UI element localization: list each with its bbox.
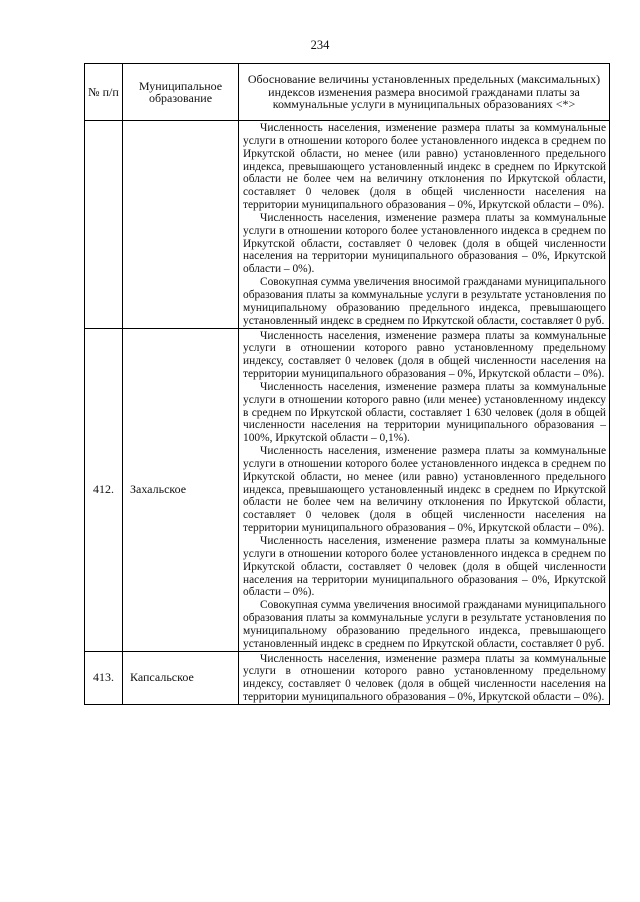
justification-paragraph: Совокупная сумма увеличения вносимой гражданами муниципального образования платы за коммунальные услуги в результате установления по муниципальному образованию предельного индекса, превышающего установленный индекс в среднем по Иркутской области, составляет 0 руб. [243,599,606,650]
page-number: 234 [310,38,330,52]
justification-cell [239,651,610,704]
table-row [85,651,610,704]
index-justification-table [84,63,610,705]
justification-cell [239,328,610,651]
municipality-name: Капсальское [123,651,239,704]
municipality-name [123,121,239,329]
justification-paragraph: Численность населения, изменение размера платы за коммунальные услуги в отношении которого равно установленному предельному индексу, составляет 0 человек (доля в общей численности населения на территории муниципального образования – 0%, Иркутской области – 0%). [243,329,606,381]
row-number: 412. [85,328,123,651]
row-number: 413. [85,651,123,704]
municipality-name: Захальское [123,328,239,651]
header-number: № п/п [85,64,123,121]
table-header [85,64,610,121]
header-municipality: Муниципальное образование [123,64,239,121]
justification-cell [239,121,610,329]
justification-paragraph: Численность населения, изменение размера платы за коммунальные услуги в отношении которого более установленного индекса в среднем по Иркутской области, но менее (или равно) установленного предельного индекса, превышающего установленный индекс в среднем по Иркутской области не более чем на величину отклонения по Иркутской области, составляет 0 человек (доля в общей численности населения на территории муниципального образования – 0%, Иркутской области – 0%). [243,445,606,535]
justification-paragraph: Численность населения, изменение размера платы за коммунальные услуги в отношении которого равно (или менее) установленному индексу в среднем по Иркутской области, составляет 1 630 человек (доля в общей численности населения на территории муниципального образования – 100%, Иркутской области – 0,1%). [243,380,606,445]
justification-paragraph: Численность населения, изменение размера платы за коммунальные услуги в отношении которого более установленного индекса в среднем по Иркутской области, но менее (или равно) установленного предельного индекса, превышающего установленный индекс в среднем по Иркутской области не более чем на величину отклонения по Иркутской области, составляет 0 человек (доля в общей численности населения на территории муниципального образования – 0%, Иркутской области – 0%). [243,122,606,212]
table-row [85,121,610,329]
justification-paragraph: Численность населения, изменение размера платы за коммунальные услуги в отношении которого равно установленному предельному индексу, составляет 0 человек (доля в общей численности населения на территории муниципального образования – 0%, Иркутской области – 0%). [243,652,606,704]
table-row [85,328,610,651]
justification-paragraph: Численность населения, изменение размера платы за коммунальные услуги в отношении которого более установленного индекса в среднем по Иркутской области, составляет 0 человек (доля в общей численности населения на территории муниципального образования – 0%, Иркутской области – 0%). [243,535,606,599]
justification-paragraph: Совокупная сумма увеличения вносимой гражданами муниципального образования платы за коммунальные услуги в результате установления по муниципальному образованию предельного индекса, превышающего установленный индекс в среднем по Иркутской области, составляет 0 руб. [243,276,606,327]
row-number [85,121,123,329]
header-justification: Обоснование величины установленных предельных (максимальных) индексов изменения размера вносимой гражданами платы за коммунальные услуги в муниципальных образованиях <*> [239,64,610,121]
justification-paragraph: Численность населения, изменение размера платы за коммунальные услуги в отношении которого более установленного индекса в среднем по Иркутской области, составляет 0 человек (доля в общей численности населения на территории муниципального образования – 0%, Иркутской области – 0%). [243,211,606,276]
